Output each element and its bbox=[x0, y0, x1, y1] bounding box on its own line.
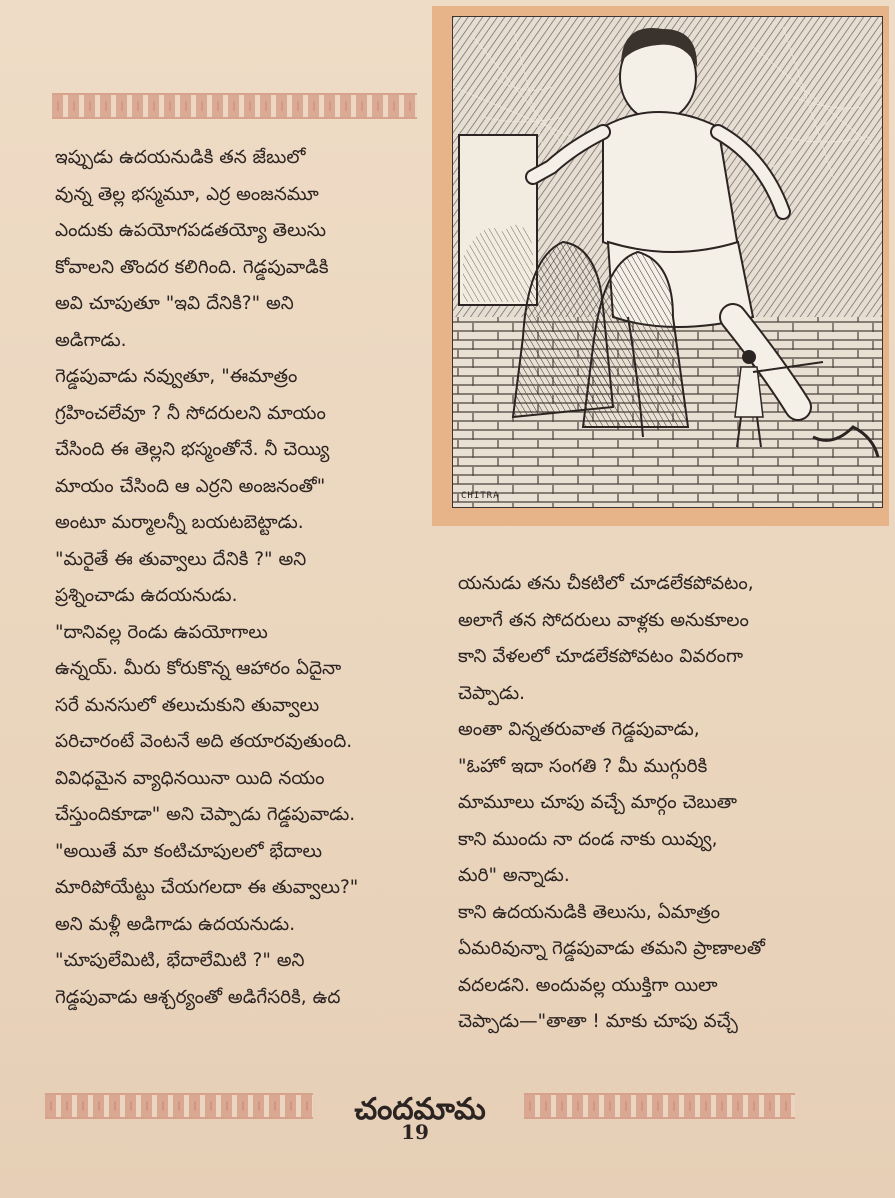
magazine-title: చందమామ bbox=[354, 1092, 486, 1127]
decorative-border-bottom-left bbox=[45, 1093, 313, 1119]
giant-and-brothers-illustration bbox=[453, 17, 882, 507]
page-number: 19 bbox=[401, 1120, 429, 1144]
left-column-text: ఇప్పుడు ఉదయనుడికి తన జేబులో వున్న తెల్ల భస్మమూ, ఎర్ర అంజనమూ ఎందుకు ఉపయోగపడతయ్యో తెలుసు కోవాలని తొందర కలిగింది. గెడ్డపువాడికి అవి చూపుతూ "ఇవి దేనికి?" అని అడిగాడు. గెడ్డపువాడు నవ్వుతూ, "ఈమాత్రం గ్రహించలేవూ ? నీ సోదరులని మాయం చేసింది ఈ తెల్లని భస్మంతోనే. నీ చెయ్యి మాయం చేసింది ఆ ఎర్రని అంజనంతో" అంటూ మర్మాలన్నీ బయటబెట్టాడు. "మరైతే ఈ తువ్వాలు దేనికి ?" అని ప్రశ్నించాడు ఉదయనుడు. "దానివల్ల రెండు ఉపయోగాలు ఉన్నయ్. మీరు కోరుకొన్న ఆహారం ఏదైనా సరే మనసులో తలుచుకుని తువ్వాలు పరిచారంటే వెంటనే అది తయారవుతుంది. వివిధమైన వ్యాధినయినా యిది నయం చేస్తుందికూడా" అని చెప్పాడు గెడ్డపువాడు. "అయితే మా కంటిచూపులలో భేదాలు మారిపోయేట్టు చేయగలదా ఈ తువ్వాలు?" అని మళ్లీ అడిగాడు ఉదయనుడు. "చూపులేమిటి, భేదాలేమిటి ?" అని గెడ్డపువాడు ఆశ్చర్యంతో అడిగేసరికి, ఉద bbox=[55, 147, 359, 1008]
artist-signature: CHITRA bbox=[461, 491, 500, 501]
illustration bbox=[452, 16, 883, 508]
decorative-border-bottom-right bbox=[524, 1093, 795, 1119]
right-column-text: యనుడు తను చీకటిలో చూడలేకపోవటం, అలాగే తన సోదరులు వాళ్లకు అనుకూలం కాని వేళలలో చూడలేకపోవటం వివరంగా చెప్పాడు. అంతా విన్నతరువాత గెడ్డపువాడు, "ఓహో ఇదా సంగతి ? మీ ముగ్గురికి మామూలు చూపు వచ్చే మార్గం చెబుతా కాని ముందు నా దండ నాకు యివ్వు, మరి" అన్నాడు. కాని ఉదయనుడికి తెలుసు, ఏమాత్రం ఏమరివున్నా గెడ్డపువాడు తమని ప్రాణాలతో వదలడని. అందువల్ల యుక్తిగా యిలా చెప్పాడు—"తాతా ! మాకు చూపు వచ్చే bbox=[458, 573, 765, 1032]
decorative-border-top bbox=[52, 93, 417, 119]
